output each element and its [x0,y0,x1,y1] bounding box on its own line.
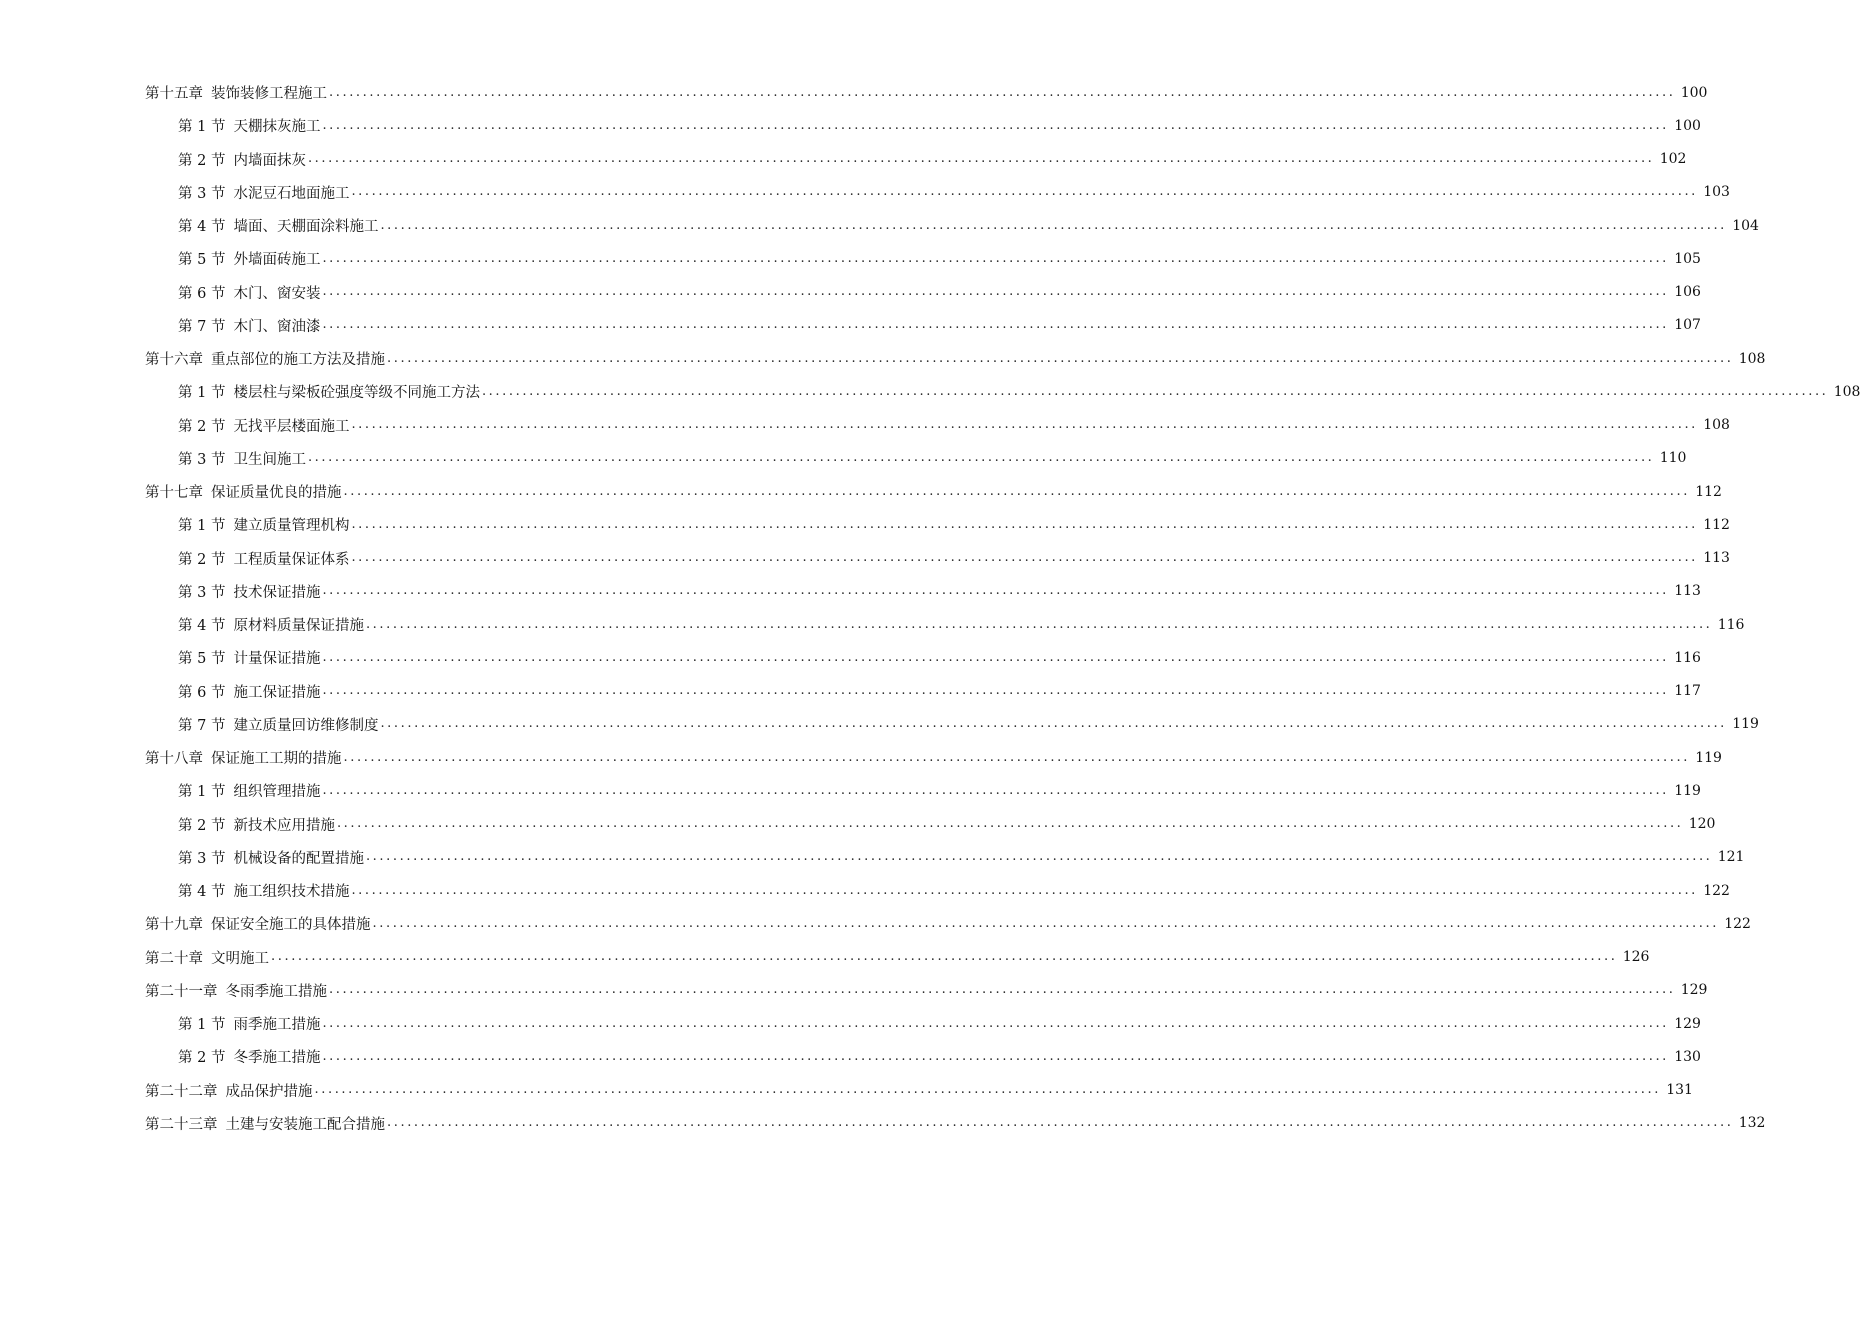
dot-leader: ........................................................................................................................................................................................................ [351,184,1698,200]
toc-page-number: 129 [1680,982,1708,999]
toc-entry-title: 无找平层楼面施工 [233,418,350,435]
toc-entry-label [145,481,342,502]
toc-section-entry[interactable] [0,242,1701,275]
toc-entry-title: 外墙面砖施工 [233,252,321,269]
toc-entry-label [145,348,385,369]
toc-entry-number: 第 2 节 [178,418,226,435]
toc-entry-title: 雨季施工措施 [233,1017,321,1034]
toc-entry-number: 第 2 节 [178,152,226,169]
toc-page-number: 107 [1674,317,1701,334]
toc-section-entry[interactable] [0,176,1730,209]
toc-page-number: 108 [1738,350,1766,367]
toc-entry-label [178,149,306,170]
toc-entry-label [178,614,364,635]
toc-section-entry[interactable] [0,309,1701,342]
toc-section-entry[interactable] [0,276,1701,309]
toc-page-number: 122 [1703,882,1730,899]
dot-leader: ........................................................................................................................................................................................................ [322,117,1669,133]
toc-chapter-entry[interactable] [0,76,1708,109]
toc-page-number: 116 [1717,616,1745,633]
dot-leader: ........................................................................................................................................................................................................ [322,250,1669,266]
toc-entry-title: 文明施工 [211,950,269,967]
toc-entry-title: 技术保证措施 [233,584,321,601]
dot-leader: ........................................................................................................................................................................................................ [322,284,1669,300]
toc-section-entry[interactable] [0,442,1687,475]
toc-entry-number: 第 3 节 [178,185,226,202]
toc-entry-label [178,381,480,402]
toc-entry-number: 第十九章 [145,917,203,934]
toc-entry-label [145,747,342,768]
table-of-contents [0,76,1860,1140]
toc-entry-label [178,1013,320,1034]
toc-entry-label [178,647,320,668]
toc-entry-title: 装饰装修工程施工 [211,86,327,103]
toc-section-entry[interactable] [0,708,1759,741]
toc-entry-label [145,1080,313,1101]
toc-entry-label [178,581,320,602]
toc-entry-label [178,681,320,702]
dot-leader: ........................................................................................................................................................................................................ [322,782,1669,798]
toc-section-entry[interactable] [0,143,1687,176]
toc-entry-number: 第 6 节 [178,684,226,701]
toc-section-entry[interactable] [0,1040,1701,1073]
dot-leader: ........................................................................................................................................................................................................ [322,317,1669,333]
dot-leader: ........................................................................................................................................................................................................ [322,1048,1669,1064]
toc-section-entry[interactable] [0,641,1701,674]
toc-entry-number: 第二十章 [145,950,203,967]
toc-page-number: 126 [1622,949,1650,966]
toc-page-number: 132 [1738,1115,1766,1132]
toc-section-entry[interactable] [0,774,1701,807]
toc-section-entry[interactable] [0,375,1860,408]
dot-leader: ........................................................................................................................................................................................................ [322,683,1669,699]
toc-entry-title: 建立质量回访维修制度 [233,717,379,734]
toc-section-entry[interactable] [0,808,1716,841]
toc-chapter-entry[interactable] [0,1074,1693,1107]
dot-leader: ........................................................................................................................................................................................................ [351,516,1698,532]
toc-entry-number: 第 3 节 [178,850,226,867]
dot-leader: ........................................................................................................................................................................................................ [372,915,1719,931]
toc-entry-title: 施工保证措施 [233,684,321,701]
toc-page-number: 100 [1674,117,1701,134]
toc-entry-label [178,880,349,901]
toc-entry-label [178,315,320,336]
toc-entry-title: 原材料质量保证措施 [233,618,364,635]
toc-entry-number: 第 2 节 [178,1050,226,1067]
toc-entry-label [145,913,371,934]
toc-entry-title: 计量保证措施 [233,651,321,668]
toc-entry-number: 第 1 节 [178,518,226,535]
toc-entry-label [178,282,320,303]
toc-entry-title: 天棚抹灰施工 [233,119,321,136]
dot-leader: ........................................................................................................................................................................................................ [336,816,1684,832]
toc-entry-title: 内墙面抹灰 [233,152,306,169]
toc-entry-label [145,82,327,103]
toc-entry-title: 成品保护措施 [225,1083,313,1100]
toc-entry-number: 第 4 节 [178,219,226,236]
toc-page-number: 119 [1674,782,1701,799]
toc-entry-number: 第二十三章 [145,1116,218,1133]
toc-entry-number: 第 7 节 [178,717,226,734]
dot-leader: ........................................................................................................................................................................................................ [343,749,1690,765]
toc-entry-title: 施工组织技术措施 [233,884,350,901]
dot-leader: ........................................................................................................................................................................................................ [481,383,1829,399]
toc-page-number: 100 [1680,84,1708,101]
toc-page-number: 102 [1659,151,1687,168]
dot-leader: ........................................................................................................................................................................................................ [307,450,1655,466]
toc-entry-label [145,947,269,968]
toc-entry-label [178,714,378,735]
toc-page-number: 106 [1674,284,1701,301]
toc-entry-label [145,1113,385,1134]
toc-entry-title: 墙面、天棚面涂料施工 [233,219,379,236]
toc-entry-title: 冬雨季施工措施 [225,983,327,1000]
toc-section-entry[interactable] [0,575,1701,608]
dot-leader: ........................................................................................................................................................................................................ [322,649,1669,665]
toc-entry-title: 冬季施工措施 [233,1050,321,1067]
toc-entry-title: 保证安全施工的具体措施 [211,917,371,934]
toc-entry-label [178,215,378,236]
toc-entry-title: 木门、窗安装 [233,285,321,302]
toc-page-number: 113 [1703,550,1730,567]
toc-section-entry[interactable] [0,608,1745,641]
toc-page-number: 119 [1695,749,1722,766]
toc-page-number: 131 [1666,1082,1693,1099]
toc-entry-number: 第十七章 [145,485,203,502]
toc-chapter-entry[interactable] [0,475,1722,508]
toc-entry-number: 第 4 节 [178,618,226,635]
toc-entry-label [178,448,306,469]
dot-leader: ........................................................................................................................................................................................................ [343,483,1690,499]
toc-page-number: 103 [1703,184,1730,201]
dot-leader: ........................................................................................................................................................................................................ [365,616,1713,632]
toc-chapter-entry[interactable] [0,1107,1766,1140]
toc-entry-title: 保证质量优良的措施 [211,485,342,502]
toc-entry-title: 水泥豆石地面施工 [233,185,350,202]
toc-entry-number: 第 2 节 [178,551,226,568]
toc-entry-number: 第 4 节 [178,884,226,901]
dot-leader: ........................................................................................................................................................................................................ [387,350,1734,366]
toc-entry-number: 第 7 节 [178,318,226,335]
toc-page-number: 120 [1688,816,1716,833]
toc-page-number: 121 [1717,849,1745,866]
toc-entry-title: 建立质量管理机构 [233,518,350,535]
toc-entry-number: 第 3 节 [178,584,226,601]
toc-entry-title: 新技术应用措施 [233,817,335,834]
toc-entry-label [178,814,335,835]
toc-entry-title: 保证施工工期的措施 [211,751,342,768]
toc-entry-number: 第 2 节 [178,817,226,834]
dot-leader: ........................................................................................................................................................................................................ [387,1115,1734,1131]
toc-entry-label [178,415,349,436]
toc-section-entry[interactable] [0,874,1730,907]
toc-entry-number: 第 1 节 [178,1017,226,1034]
dot-leader: ........................................................................................................................................................................................................ [329,84,1676,100]
toc-chapter-entry[interactable] [0,974,1708,1007]
toc-page-number: 117 [1674,683,1701,700]
toc-entry-title: 组织管理措施 [233,784,321,801]
toc-page-number: 112 [1703,516,1730,533]
dot-leader: ........................................................................................................................................................................................................ [322,583,1669,599]
dot-leader: ........................................................................................................................................................................................................ [322,1015,1669,1031]
toc-page-number: 108 [1703,417,1730,434]
toc-chapter-entry[interactable] [0,741,1722,774]
toc-entry-number: 第二十二章 [145,1083,218,1100]
toc-page-number: 112 [1695,483,1722,500]
toc-section-entry[interactable] [0,542,1730,575]
toc-entry-label [178,115,320,136]
toc-section-entry[interactable] [0,409,1730,442]
toc-entry-number: 第十五章 [145,86,203,103]
toc-section-entry[interactable] [0,675,1701,708]
toc-entry-title: 机械设备的配置措施 [233,850,364,867]
dot-leader: ........................................................................................................................................................................................................ [314,1082,1661,1098]
toc-section-entry[interactable] [0,1007,1701,1040]
toc-entry-title: 工程质量保证体系 [233,551,350,568]
toc-page-number: 116 [1674,649,1701,666]
toc-entry-number: 第 1 节 [178,385,226,402]
toc-chapter-entry[interactable] [0,907,1751,940]
toc-page-number: 105 [1674,250,1701,267]
toc-entry-number: 第 6 节 [178,285,226,302]
toc-entry-label [178,847,364,868]
toc-page-number: 129 [1674,1015,1701,1032]
toc-entry-label [178,1046,320,1067]
toc-entry-label [178,514,349,535]
toc-page-number: 110 [1659,450,1687,467]
toc-section-entry[interactable] [0,508,1730,541]
toc-entry-label [145,980,327,1001]
toc-page-number: 113 [1674,583,1701,600]
toc-entry-label [178,182,349,203]
toc-section-entry[interactable] [0,841,1745,874]
toc-page-number: 104 [1732,217,1759,234]
toc-entry-title: 重点部位的施工方法及措施 [211,352,385,369]
toc-entry-label [178,248,320,269]
toc-chapter-entry[interactable] [0,342,1766,375]
toc-entry-title: 木门、窗油漆 [233,318,321,335]
toc-page-number: 122 [1724,915,1751,932]
toc-chapter-entry[interactable] [0,941,1650,974]
toc-entry-title: 土建与安装施工配合措施 [225,1116,385,1133]
dot-leader: ........................................................................................................................................................................................................ [365,849,1713,865]
toc-entry-title: 楼层柱与梁板砼强度等级不同施工方法 [233,385,480,402]
dot-leader: ........................................................................................................................................................................................................ [380,716,1727,732]
toc-section-entry[interactable] [0,109,1701,142]
toc-entry-number: 第 1 节 [178,784,226,801]
toc-entry-number: 第 3 节 [178,451,226,468]
toc-entry-number: 第十六章 [145,352,203,369]
toc-entry-label [178,548,349,569]
toc-entry-number: 第十八章 [145,751,203,768]
dot-leader: ........................................................................................................................................................................................................ [351,550,1698,566]
dot-leader: ........................................................................................................................................................................................................ [380,217,1727,233]
toc-entry-number: 第二十一章 [145,983,218,1000]
toc-entry-title: 卫生间施工 [233,451,306,468]
toc-page-number: 119 [1732,716,1759,733]
toc-entry-label [178,780,320,801]
dot-leader: ........................................................................................................................................................................................................ [351,417,1698,433]
toc-entry-number: 第 5 节 [178,651,226,668]
dot-leader: ........................................................................................................................................................................................................ [271,949,1618,965]
dot-leader: ........................................................................................................................................................................................................ [307,151,1655,167]
dot-leader: ........................................................................................................................................................................................................ [351,882,1698,898]
toc-entry-number: 第 1 节 [178,119,226,136]
toc-page-number: 130 [1674,1048,1701,1065]
toc-section-entry[interactable] [0,209,1759,242]
dot-leader: ........................................................................................................................................................................................................ [329,982,1676,998]
toc-entry-number: 第 5 节 [178,252,226,269]
toc-page-number: 108 [1833,383,1860,400]
